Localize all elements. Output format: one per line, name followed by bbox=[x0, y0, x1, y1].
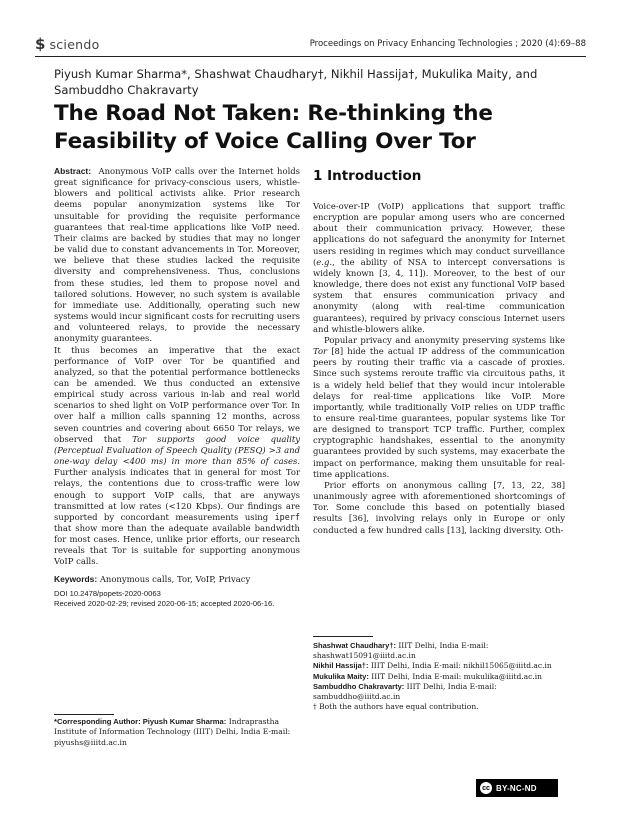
cc-license-badge[interactable] bbox=[476, 779, 558, 797]
sciendo-logo-icon: $ bbox=[35, 35, 46, 53]
intro-text-1b: , the ability of NSA to intercept conversations is widely known [3, 4, 11]). Moreover, to the best of our knowledge, there does not exist any functional VoIP based system that ensures communication privacy and anonymity (along with real-time communication guarantees), required by privacy conscious Internet users and whistle-blowers alike. bbox=[313, 256, 565, 334]
author-footnotes bbox=[313, 641, 565, 712]
received-dates: Received 2020-02-29; revised 2020-06-15; accepted 2020-06-16. bbox=[54, 598, 275, 608]
abstract-text-2a: It thus becomes an imperative that the exact performance of VoIP over Tor be quantified and analyzed, so that the potential performance bottlenecks can be amended. We thus conducted an extensive empirical study across various in-lab and real world scenarios to shed light on VoIP performance over Tor. In over half a million calls spanning 12 months, across seven countries and covering about 6650 Tor relays, we observed that bbox=[54, 344, 300, 444]
footnote-rule-right bbox=[313, 636, 373, 637]
right-column bbox=[313, 201, 565, 536]
intro-paragraph-2 bbox=[313, 335, 565, 480]
creative-commons-icon: cc bbox=[480, 782, 492, 794]
keywords-label: Keywords: bbox=[54, 573, 98, 584]
footnote-text: IIIT Delhi, India E-mail: shashwat15091@iiitd.ac.in bbox=[313, 641, 489, 661]
abstract-text-1: Anonymous VoIP calls over the Internet holds great significance for privacy-conscious users, whistle-blowers and political activists alike. Prior research deems popular anonymization systems like Tor unsuitable for providing the requisite performance guarantees that real-time applications like VoIP need. Their claims are backed by studies that may no longer be valid due to constant advancements in Tor. Moreover, we believe that these studies lacked the requisite diversity and comprehensiveness. Thus, conclusions from these studies, led them to propose novel and tailored solutions. However, no such system is available for immediate use. Additionally, operating such new systems would incur significant costs for recruiting users and volunteered relays, to provide the necessary anonymity guarantees. bbox=[54, 166, 300, 344]
corresponding-text: Indraprastha Institute of Information Technology (IIIT) Delhi, India E-mail: piyushs@iiitd.ac.in bbox=[54, 717, 291, 747]
publisher-logo bbox=[35, 35, 100, 53]
footnote-text: IIIT Delhi, India E-mail: mukulika@iiitd.ac.in bbox=[368, 671, 542, 681]
header-rule bbox=[35, 56, 586, 57]
abstract-paragraph-2 bbox=[54, 345, 300, 568]
footnote-rule bbox=[54, 714, 114, 715]
footnote-text: IIIT Delhi, India E-mail: sambuddho@iiitd.ac.in bbox=[313, 681, 497, 702]
eg-italic: e.g. bbox=[316, 256, 333, 267]
author-list: Piyush Kumar Sharma*, Shashwat Chaudhary†, Nikhil Hassija†, Mukulika Maity, and Sambuddho Chakravarty bbox=[54, 67, 538, 97]
abstract-label: Abstract: bbox=[54, 166, 92, 176]
corresponding-label: *Corresponding Author: Piyush Kumar Sharma: bbox=[54, 717, 227, 726]
footnote-item bbox=[313, 661, 565, 671]
intro-paragraph-1 bbox=[313, 201, 565, 335]
corresponding-author bbox=[54, 717, 300, 748]
intro-text-2a: Popular privacy and anonymity preserving systems like bbox=[324, 334, 565, 345]
intro-text-1a: Voice-over-IP (VoIP) applications that support traffic encryption are popular among users who are concerned about their communication privacy. However, these applications do not safeguard the anonymity for Internet users residing in regimes which may conduct surveillance ( bbox=[313, 201, 565, 267]
license-text: BY-NC-ND bbox=[496, 783, 537, 793]
footnote-item bbox=[313, 682, 565, 702]
footnote-text: IIIT Delhi, India E-mail: nikhil15065@iiitd.ac.in bbox=[368, 661, 552, 671]
abstract-finding: Tor supports good voice quality (Perceptual Evaluation of Speech Quality (PESQ) >3 and one-way delay <400 ms) in more than 85% of cases. bbox=[54, 433, 301, 467]
footnote-item bbox=[313, 641, 565, 661]
paper-title: The Road Not Taken: Re-thinking the Feasibility of Voice Calling Over Tor bbox=[54, 101, 493, 154]
footnote-item bbox=[313, 672, 565, 682]
abstract-paragraph-1 bbox=[54, 166, 300, 345]
publisher-name: sciendo bbox=[49, 36, 100, 52]
left-column bbox=[54, 166, 300, 609]
abstract-text-2c: that show more than the adequate available bandwidth for most cases. Hence, unlike prior efforts, our research reveals that Tor is suitable for supporting anonymous VoIP calls. bbox=[54, 523, 300, 567]
keywords-text: Anonymous calls, Tor, VoIP, Privacy bbox=[99, 573, 251, 584]
keywords bbox=[54, 574, 300, 585]
footnote-label: Mukulika Maity: bbox=[313, 671, 369, 681]
footnote-label: Sambuddho Chakravarty: bbox=[313, 681, 405, 691]
iperf-code: iperf bbox=[274, 511, 300, 522]
article-meta bbox=[54, 589, 300, 609]
journal-citation: Proceedings on Privacy Enhancing Technologies ; 2020 (4):69–88 bbox=[309, 39, 586, 49]
tor-italic: Tor bbox=[313, 346, 328, 357]
footnote-label: Shashwat Chaudhary†: bbox=[313, 641, 396, 650]
equal-contribution-note: † Both the authors have equal contribution. bbox=[313, 702, 479, 712]
intro-paragraph-3: Prior efforts on anonymous calling [7, 13, 22, 38] unanimously agree with aforementioned shortcomings of Tor. Some conclude this based on potentially biased results [36], involving relays only in Europe or only conducted a few hundred calls [13], lacking diversity. Oth- bbox=[313, 479, 565, 535]
intro-text-2b: [8] hide the actual IP address of the communication peers by routing their traffic via a cascade of proxies. Since such systems reroute traffic via circuitous paths, it is a widely held belief that they would incur intolerable delays for real-time applications like VoIP. More importantly, while traditionally VoIP relies on UDP traffic to ensure real-time guarantees, popular systems like Tor are designed to transport TCP traffic. Further, complex cryptographic handshakes, essential to the anonymity guarantees provided by such systems, may exacerbate the impact on performance, making them unsuitable for real-time applications. bbox=[313, 346, 565, 479]
section-heading: 1 Introduction bbox=[313, 168, 422, 184]
doi: DOI 10.2478/popets-2020-0063 bbox=[54, 588, 161, 598]
footnote-label: Nikhil Hassija†: bbox=[313, 661, 369, 671]
abstract-text-2b: Further analysis indicates that in general for most Tor relays, the contentions due to cross-traffic were low enough to support VoIP calls, that are anyways transmitted at low rates (<120 Kbps). Our findings are supported by concordant measurements using bbox=[54, 467, 300, 522]
